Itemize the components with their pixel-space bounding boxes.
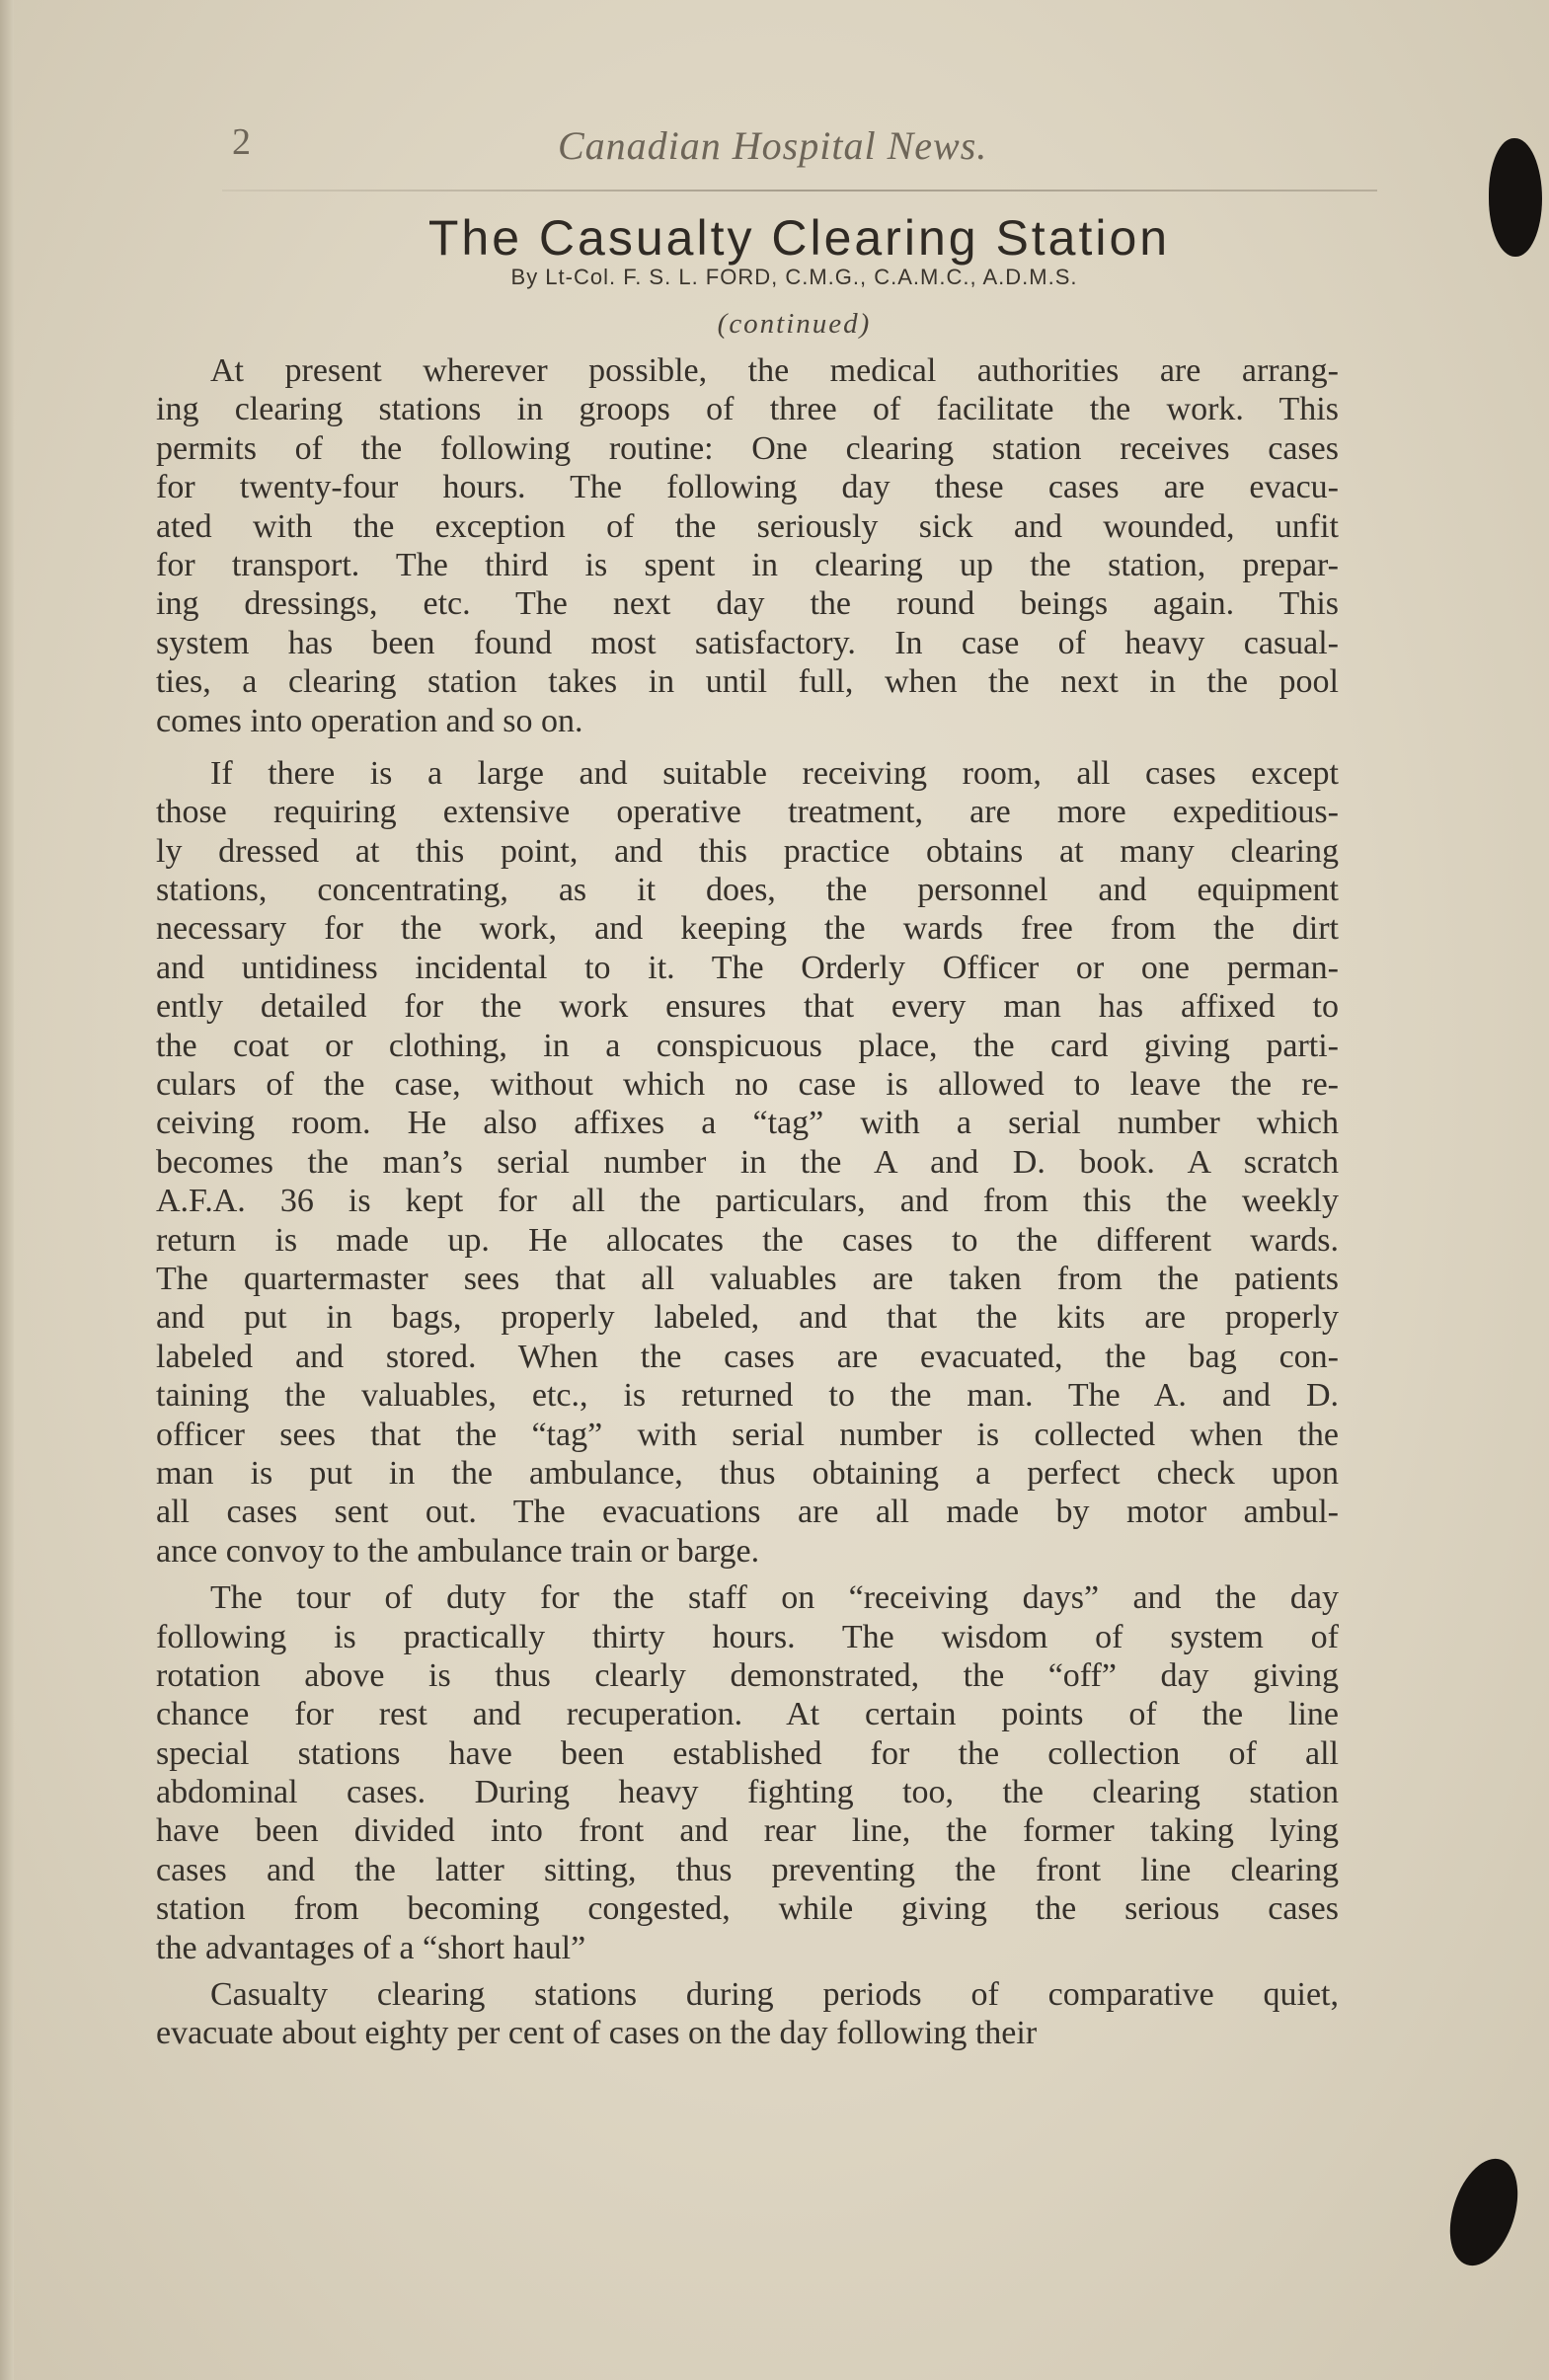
header-rule [222,190,1377,192]
text-line: culars of the case, without which no case is allowed to leave the re- [156,1066,1339,1104]
text-line: the advantages of a “short haul” [156,1929,586,1966]
text-line: becomes the man’s serial number in the A and D. book. A scratch [156,1143,1339,1181]
text-line: and untidiness incidental to it. The Orderly Officer or one perman- [156,949,1339,986]
text-line: labeled and stored. When the cases are evacuated, the bag con- [156,1338,1339,1375]
text-line: have been divided into front and rear line, the former taking lying [156,1812,1339,1850]
text-line: special stations have been established for the collection of all [156,1734,1339,1772]
page-header [222,120,1387,180]
text-line: ceiving room. He also affixes a “tag” with a serial number which [156,1105,1339,1142]
binding-hole-bottom [1437,2150,1530,2274]
page-edge-shadow [0,0,14,2380]
text-line: taining the valuables, etc., is returned to the man. The A. and D. [156,1377,1339,1415]
text-line: officer sees that the “tag” with serial number is collected when the [156,1416,1339,1453]
text-line: ing dressings, etc. The next day the round beings again. This [156,585,1339,623]
text-line: chance for rest and recuperation. At certain points of the line [156,1696,1339,1733]
continued-note: (continued) [717,308,872,340]
text-line: cases and the latter sitting, thus preventing the front line clearing [156,1851,1339,1888]
text-line: comes into operation and so on. [156,702,583,739]
paragraph [156,1578,1339,1967]
running-head: Canadian Hospital News. [558,123,988,168]
text-line: ing clearing stations in groops of three of facilitate the work. This [156,391,1339,428]
text-line: At present wherever possible, the medical authorities are arrang- [210,352,1339,389]
article-byline: By Lt-Col. F. S. L. FORD, C.M.G., C.A.M.C., A.D.M.S. [510,265,1078,289]
text-line: The quartermaster sees that all valuables are taken from the patients [156,1260,1339,1297]
text-line: ated with the exception of the seriously sick and wounded, unfit [156,507,1339,545]
text-line: stations, concentrating, as it does, the personnel and equipment [156,872,1339,909]
text-line: ly dressed at this point, and this practice obtains at many clearing [156,832,1339,870]
text-line: following is practically thirty hours. The wisdom of system of [156,1618,1339,1655]
text-line: ently detailed for the work ensures that every man has affixed to [156,988,1339,1026]
text-line: for transport. The third is spent in clearing up the station, prepar- [156,546,1339,583]
article-title: The Casualty Clearing Station [427,210,1171,266]
paragraph [156,754,1339,1571]
text-line: necessary for the work, and keeping the wards free from the dirt [156,910,1339,948]
text-line: those requiring extensive operative treatment, are more expeditious- [156,794,1339,831]
text-line: Casualty clearing stations during periods of comparative quiet, [210,1976,1339,2014]
text-line: The tour of duty for the staff on “receiving days” and the day [210,1579,1339,1617]
paragraph [156,1975,1339,2053]
text-line: station from becoming congested, while giving the serious cases [156,1890,1339,1928]
text-line: all cases sent out. The evacuations are all made by motor ambul- [156,1494,1339,1531]
text-line: abdominal cases. During heavy fighting too, the clearing station [156,1774,1339,1811]
text-line: A.F.A. 36 is kept for all the particulars, and from this the weekly [156,1183,1339,1220]
article-body [156,351,1339,2053]
text-line: rotation above is thus clearly demonstrated, the “off” day giving [156,1656,1339,1694]
text-line: and put in bags, properly labeled, and that the kits are properly [156,1299,1339,1337]
text-line: permits of the following routine: One clearing station receives cases [156,429,1339,467]
text-line: If there is a large and suitable receiving room, all cases except [210,754,1339,792]
page-number: 2 [232,121,251,163]
text-line: ties, a clearing station takes in until full, when the next in the pool [156,663,1339,701]
text-line: man is put in the ambulance, thus obtaining a perfect check upon [156,1454,1339,1492]
text-line: system has been found most satisfactory. In case of heavy casual- [156,624,1339,661]
text-line: return is made up. He allocates the cases to the different wards. [156,1221,1339,1259]
paragraph [156,351,1339,740]
text-line: the coat or clothing, in a conspicuous place, the card giving parti- [156,1027,1339,1064]
text-line: evacuate about eighty per cent of cases on the day following their [156,2015,1038,2052]
text-line: for twenty-four hours. The following day these cases are evacu- [156,469,1339,506]
text-line: ance convoy to the ambulance train or barge. [156,1532,760,1570]
